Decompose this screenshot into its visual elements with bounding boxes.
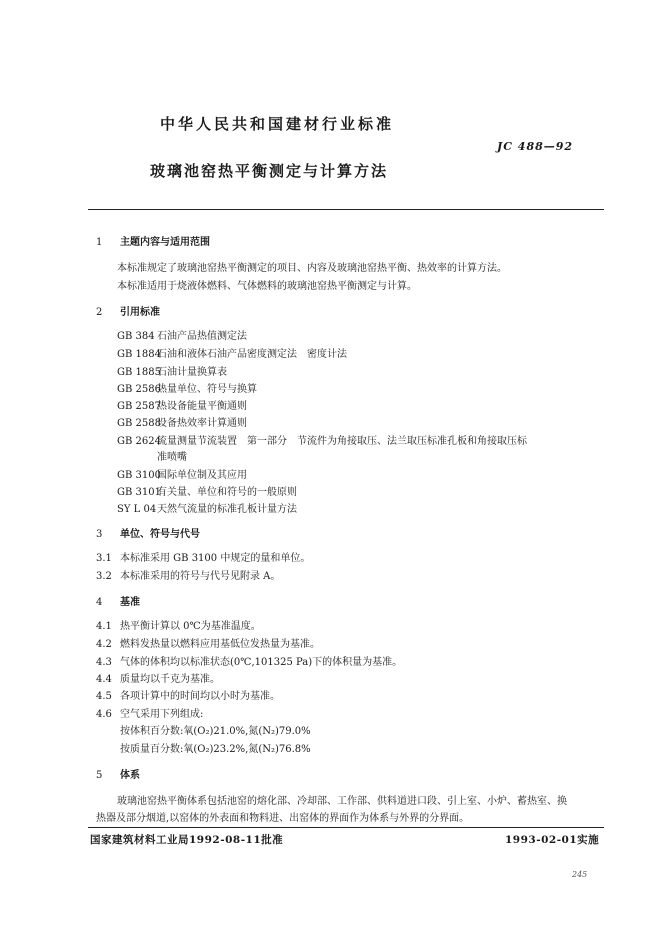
reference-text-continuation: 准喷嘴: [157, 452, 187, 463]
clause-number: 4.5: [96, 691, 112, 702]
reference-item: [117, 327, 247, 342]
clause-text: 本标准采用 GB 3100 中规定的量和单位。: [120, 553, 311, 564]
clause-text: 本标准采用的符号与代号见附录 A。: [120, 571, 281, 582]
clause-item: [96, 705, 203, 720]
section-3-heading: [96, 525, 200, 540]
section-title: 引用标准: [120, 307, 160, 318]
section-4-heading: [96, 593, 140, 608]
section-5-paragraph-line-2: 热器及部分烟道,以窑体的外表面和物料进、出窑体的界面作为体系与外界的分界面。: [96, 813, 470, 824]
clause-number: 3.1: [96, 553, 112, 564]
section-number: 5: [96, 770, 103, 781]
reference-text: 国际单位制及其应用: [157, 470, 247, 481]
reference-text: 石油计量换算表: [157, 367, 227, 378]
reference-code: GB 2586: [117, 384, 161, 395]
reference-item: [117, 363, 227, 378]
reference-code: GB 2587: [117, 401, 161, 412]
section-number: 4: [96, 597, 103, 608]
section-title: 主题内容与适用范围: [120, 237, 210, 248]
document-title: 玻璃池窑热平衡测定与计算方法: [150, 162, 389, 180]
clause-text: 气体的体积均以标准状态(0℃,101325 Pa)下的体积量为基准。: [120, 657, 403, 668]
reference-item: [117, 345, 347, 360]
clause-item: [96, 549, 310, 564]
clause-text: 热平衡计算以 0℃为基准温度。: [120, 621, 261, 632]
reference-text: 设备热效率计算通则: [157, 418, 247, 429]
reference-code: GB 3100: [117, 470, 161, 481]
clause-item: [96, 653, 402, 668]
air-composition-volume: 按体积百分数:氧(O₂)21.0%,氮(N₂)79.0%: [120, 726, 311, 737]
clause-item: [96, 567, 280, 582]
reference-code: GB 1885: [117, 367, 161, 378]
clause-text: 各项计算中的时间均以小时为基准。: [120, 691, 280, 702]
reference-text: 有关量、单位和符号的一般原则: [157, 487, 297, 498]
section-number: 2: [96, 307, 103, 318]
reference-code: GB 3101: [117, 487, 161, 498]
clause-number: 4.6: [96, 709, 112, 720]
section-5-paragraph-line-1: 玻璃池窑热平衡体系包括池窑的熔化部、冷却部、工作部、供料道进口段、引上室、小炉、蓄热室、换: [117, 796, 567, 807]
reference-text: 流量测量节流装置 第一部分 节流件为角接取压、法兰取压标准孔板和角接取压标: [157, 436, 527, 447]
reference-item: [117, 397, 247, 412]
reference-item: [117, 432, 527, 447]
reference-item: [117, 483, 297, 498]
clause-text: 空气采用下列组成:: [120, 709, 204, 720]
reference-text: 天然气流量的标准孔板计量方法: [157, 504, 297, 515]
reference-code: GB 1884: [117, 349, 161, 360]
clause-item: [96, 617, 261, 632]
footer-rule: [88, 827, 604, 828]
clause-item: [96, 635, 320, 650]
reference-code: GB 384: [117, 331, 155, 342]
clause-text: 燃料发热量以燃料应用基低位发热量为基准。: [120, 639, 320, 650]
section-number: 3: [96, 529, 103, 540]
reference-text: 石油产品热值测定法: [157, 331, 247, 342]
clause-number: 3.2: [96, 571, 112, 582]
section-1-heading: [96, 233, 210, 248]
clause-item: [96, 670, 220, 685]
clause-number: 4.3: [96, 657, 112, 668]
reference-item: [117, 466, 247, 481]
section-title: 基准: [120, 597, 140, 608]
reference-code: GB 2588: [117, 418, 161, 429]
standard-name: 中华人民共和国建材行业标准: [160, 115, 395, 133]
effective-date: 1993-02-01实施: [505, 834, 600, 846]
section-2-heading: [96, 303, 160, 318]
reference-text: 热量单位、符号与换算: [157, 384, 257, 395]
reference-item: [117, 500, 297, 515]
section-1-paragraph-2: 本标准适用于烧液体燃料、气体燃料的玻璃池窑热平衡测定与计算。: [117, 281, 417, 292]
clause-text: 质量均以千克为基准。: [120, 674, 220, 685]
reference-text: 石油和液体石油产品密度测定法 密度计法: [157, 349, 347, 360]
reference-text: 热设备能量平衡通则: [157, 401, 247, 412]
section-5-heading: [96, 766, 140, 781]
reference-item: [117, 414, 247, 429]
reference-item: [117, 380, 257, 395]
clause-number: 4.2: [96, 639, 112, 650]
page-number: 245: [572, 870, 588, 879]
issue-approval: 国家建筑材料工业局1992-08-11批准: [90, 834, 284, 846]
air-composition-mass: 按质量百分数:氧(O₂)23.2%,氮(N₂)76.8%: [120, 744, 311, 755]
section-title: 体系: [120, 770, 140, 781]
section-title: 单位、符号与代号: [120, 529, 200, 540]
clause-item: [96, 687, 280, 702]
clause-number: 4.1: [96, 621, 112, 632]
reference-code: GB 2624: [117, 436, 161, 447]
clause-number: 4.4: [96, 674, 112, 685]
header-rule: [88, 209, 604, 210]
section-1-paragraph-1: 本标准规定了玻璃池窑热平衡测定的项目、内容及玻璃池窑热平衡、热效率的计算方法。: [117, 263, 507, 274]
reference-code: SY L 04: [117, 504, 157, 515]
section-number: 1: [96, 237, 103, 248]
standard-code: JC 488—92: [497, 140, 574, 153]
